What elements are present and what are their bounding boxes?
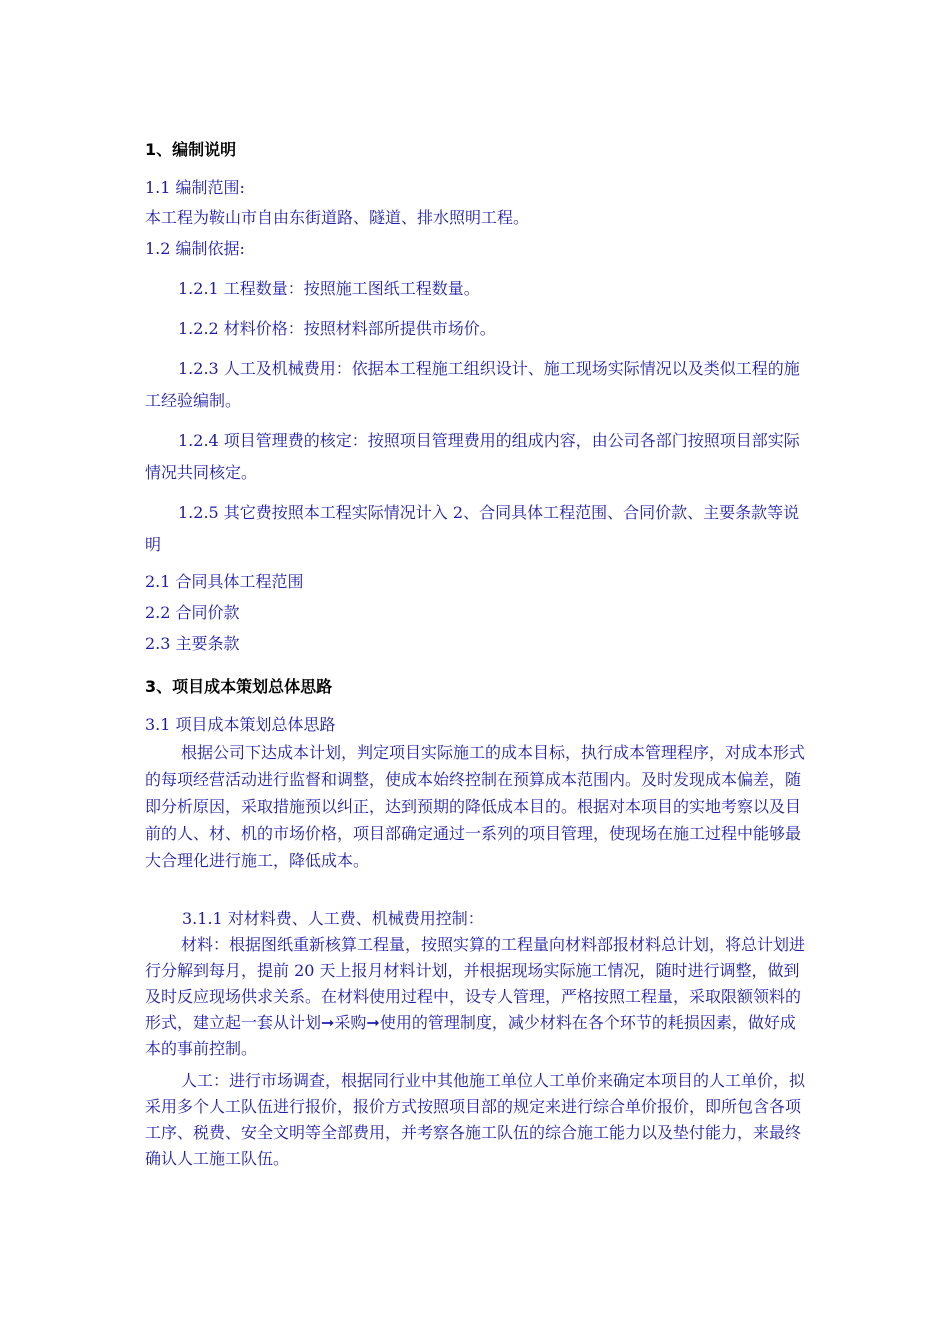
s3-1-1-title: 3.1.1 对材料费、人工费、机械费用控制： <box>182 909 484 928</box>
material-paragraph: 材料：根据图纸重新核算工程量，按照实算的工程量向材料部报材料总计划，将总计划进行分解到每月，提前 20 天上报月材料计划，并根据现场实际施工情况，随时进行调整，做到及时反应现场供求关系。在材料使用过程中，设专人管理，严格按照工程量，采取限额领料的形式，建立起一套从计划➞采购➞使用的管理制度，减少材料在各个环节的耗损因素，做好成本的事前控制。 <box>145 935 806 1058</box>
item-2-3: 2.3 主要条款 <box>145 634 240 653</box>
s1-1-title: 1.1 编制范围: <box>145 178 245 197</box>
item-1-2-5: 1.2.5 其它费按照本工程实际情况计入 2、合同具体工程范围、合同价款、主要条款等说明 <box>145 503 800 554</box>
item-1-2-1: 1.2.1 工程数量：按照施工图纸工程数量。 <box>178 279 480 298</box>
labor-paragraph: 人工：进行市场调查，根据同行业中其他施工单位人工单价来确定本项目的人工单价，拟采用多个人工队伍进行报价，报价方式按照项目部的规定来进行综合单价报价，即所包含各项工序、税费、安全文明等全部费用，并考察各施工队伍的综合施工能力以及垫付能力，来最终确认人工施工队伍。 <box>145 1071 806 1168</box>
s3-1-title: 3.1 项目成本策划总体思路 <box>145 715 336 734</box>
section3-heading: 3、项目成本策划总体思路 <box>145 677 333 696</box>
item-1-2-3: 1.2.3 人工及机械费用：依据本工程施工组织设计、施工现场实际情况以及类似工程的施工经验编制。 <box>145 359 800 410</box>
item-1-2-4: 1.2.4 项目管理费的核定：按照项目管理费用的组成内容，由公司各部门按照项目部实际情况共同核定。 <box>145 431 800 482</box>
s1-1-body: 本工程为鞍山市自由东街道路、隧道、排水照明工程。 <box>145 208 530 227</box>
item-1-2-2: 1.2.2 材料价格：按照材料部所提供市场价。 <box>178 319 496 338</box>
section1-heading: 1、编制说明 <box>145 140 237 159</box>
item-2-1: 2.1 合同具体工程范围 <box>145 572 304 591</box>
s3-1-paragraph: 根据公司下达成本计划，判定项目实际施工的成本目标，执行成本管理程序，对成本形式的每项经营活动进行监督和调整，使成本始终控制在预算成本范围内。及时发现成本偏差，随即分析原因，采取措施预以纠正，达到预期的降低成本目的。根据对本项目的实地考察以及目前的人、材、机的市场价格，项目部确定通过一系列的项目管理，使现场在施工过程中能够最大合理化进行施工，降低成本。 <box>145 743 806 870</box>
s1-2-title: 1.2 编制依据: <box>145 239 245 258</box>
item-2-2: 2.2 合同价款 <box>145 603 240 622</box>
